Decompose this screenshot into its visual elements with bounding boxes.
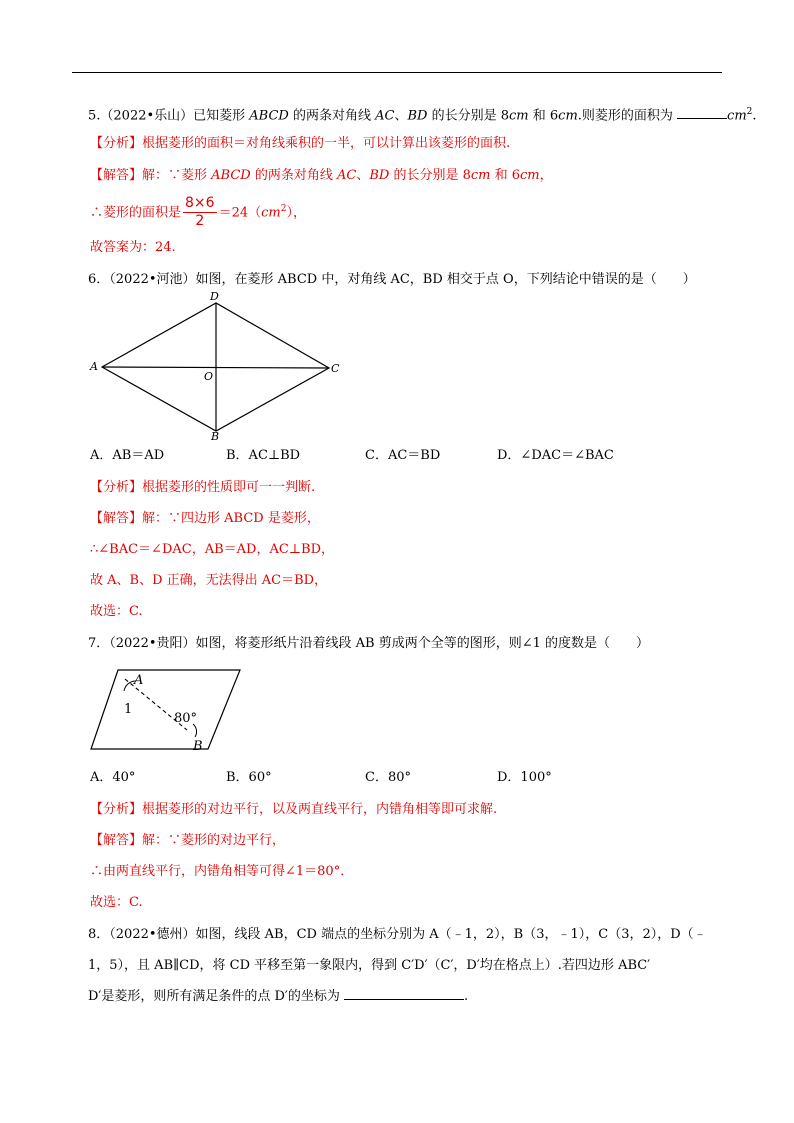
option-b[interactable]: B．60° — [226, 770, 272, 785]
q7-options — [0, 769, 794, 787]
q5-analysis: 【分析】根据菱形的面积＝对角线乘积的一半，可以计算出该菱形的面积. — [90, 136, 511, 151]
q6-analysis: 【分析】根据菱形的性质即可一一判断. — [90, 480, 316, 495]
q8-line-1: 8．（2022•德州）如图，线段 AB，CD 端点的坐标分别为 A（﹣1，2），B（3，﹣1），C（3，2），D（﹣ — [88, 927, 707, 942]
q5-answer: 【解答】解：∵菱形 ABCD 的两条对角线 AC、BD 的长分别是 8cm 和 6cm， — [90, 168, 553, 183]
q5-final: 故答案为：24. — [90, 240, 176, 255]
angle-1-label: 1 — [124, 702, 133, 717]
option-c[interactable]: C．80° — [365, 770, 411, 785]
option-b[interactable]: B．AC⊥BD — [226, 448, 301, 463]
option-a[interactable]: A．40° — [90, 770, 136, 785]
answer-blank[interactable] — [344, 999, 464, 1000]
q6-answer-4: 故选：C. — [90, 604, 143, 619]
q6-answer-1: 【解答】解：∵四边形 ABCD 是菱形， — [90, 511, 320, 526]
cut-rhombus-figure — [88, 662, 248, 757]
rhombus-shape — [91, 670, 240, 749]
q8-line-2: 1，5），且 AB∥CD，将 CD 平移至第一象限内，得到 C′D′（C′，D′均在格点上）.若四边形 ABC′ — [88, 958, 651, 973]
label-b: B — [211, 430, 220, 440]
label-b: B — [193, 739, 203, 754]
q7-answer-2: ∴由两直线平行，内错角相等可得∠1＝80°． — [90, 864, 354, 879]
fraction: $\frac{8\times 6}{2}$ — [185, 195, 215, 230]
option-d[interactable]: D．∠DAC＝∠BAC — [497, 448, 614, 463]
q7-stem: 7．（2022•贵阳）如图，将菱形纸片沿着线段 AB 剪成两个全等的图形，则∠1 的度数是（ ） — [88, 636, 650, 651]
q7-answer-3: 故选：C. — [90, 895, 143, 910]
label-o: O — [204, 370, 214, 383]
label-d: D — [210, 290, 219, 303]
q6-answer-3: 故 A、B、D 正确，无法得出 AC＝BD， — [90, 573, 328, 588]
q6-options — [0, 447, 794, 465]
q5-stem: 5.（2022•乐山）已知菱形 ABCD 的两条对角线 AC、BD 的长分别是 8cm 和 6cm.则菱形的面积为 $cm^2$. — [88, 107, 757, 124]
label-c: C — [331, 362, 340, 375]
q6-stem: 6．（2022•河池）如图，在菱形 ABCD 中，对角线 AC，BD 相交于点 O，下列结论中错误的是（ ） — [88, 272, 696, 287]
q7-analysis: 【分析】根据菱形的对边平行，以及两直线平行，内错角相等即可求解. — [90, 802, 498, 817]
header-rule — [72, 72, 722, 73]
q8-line-3: D′是菱形，则所有满足条件的点 D′的坐标为 . — [88, 989, 469, 1004]
angle-80-label: 80° — [174, 711, 198, 726]
q7-answer-1: 【解答】解：∵菱形的对边平行， — [90, 833, 286, 848]
q5-area-calc: ∴菱形的面积是 $\frac{8\times 6}{2}$ $=24(cm^2)$， — [90, 195, 306, 230]
option-a[interactable]: A．AB＝AD — [90, 448, 165, 463]
q6-answer-2: ∴∠BAC＝∠DAC，AB＝AD，AC⊥BD， — [90, 542, 334, 557]
option-d[interactable]: D．100° — [497, 770, 552, 785]
option-c[interactable]: C．AC＝BD — [365, 448, 441, 463]
rhombus-figure — [88, 290, 348, 440]
answer-blank[interactable] — [677, 118, 727, 119]
label-a: A — [90, 360, 98, 373]
label-a: A — [134, 673, 144, 688]
